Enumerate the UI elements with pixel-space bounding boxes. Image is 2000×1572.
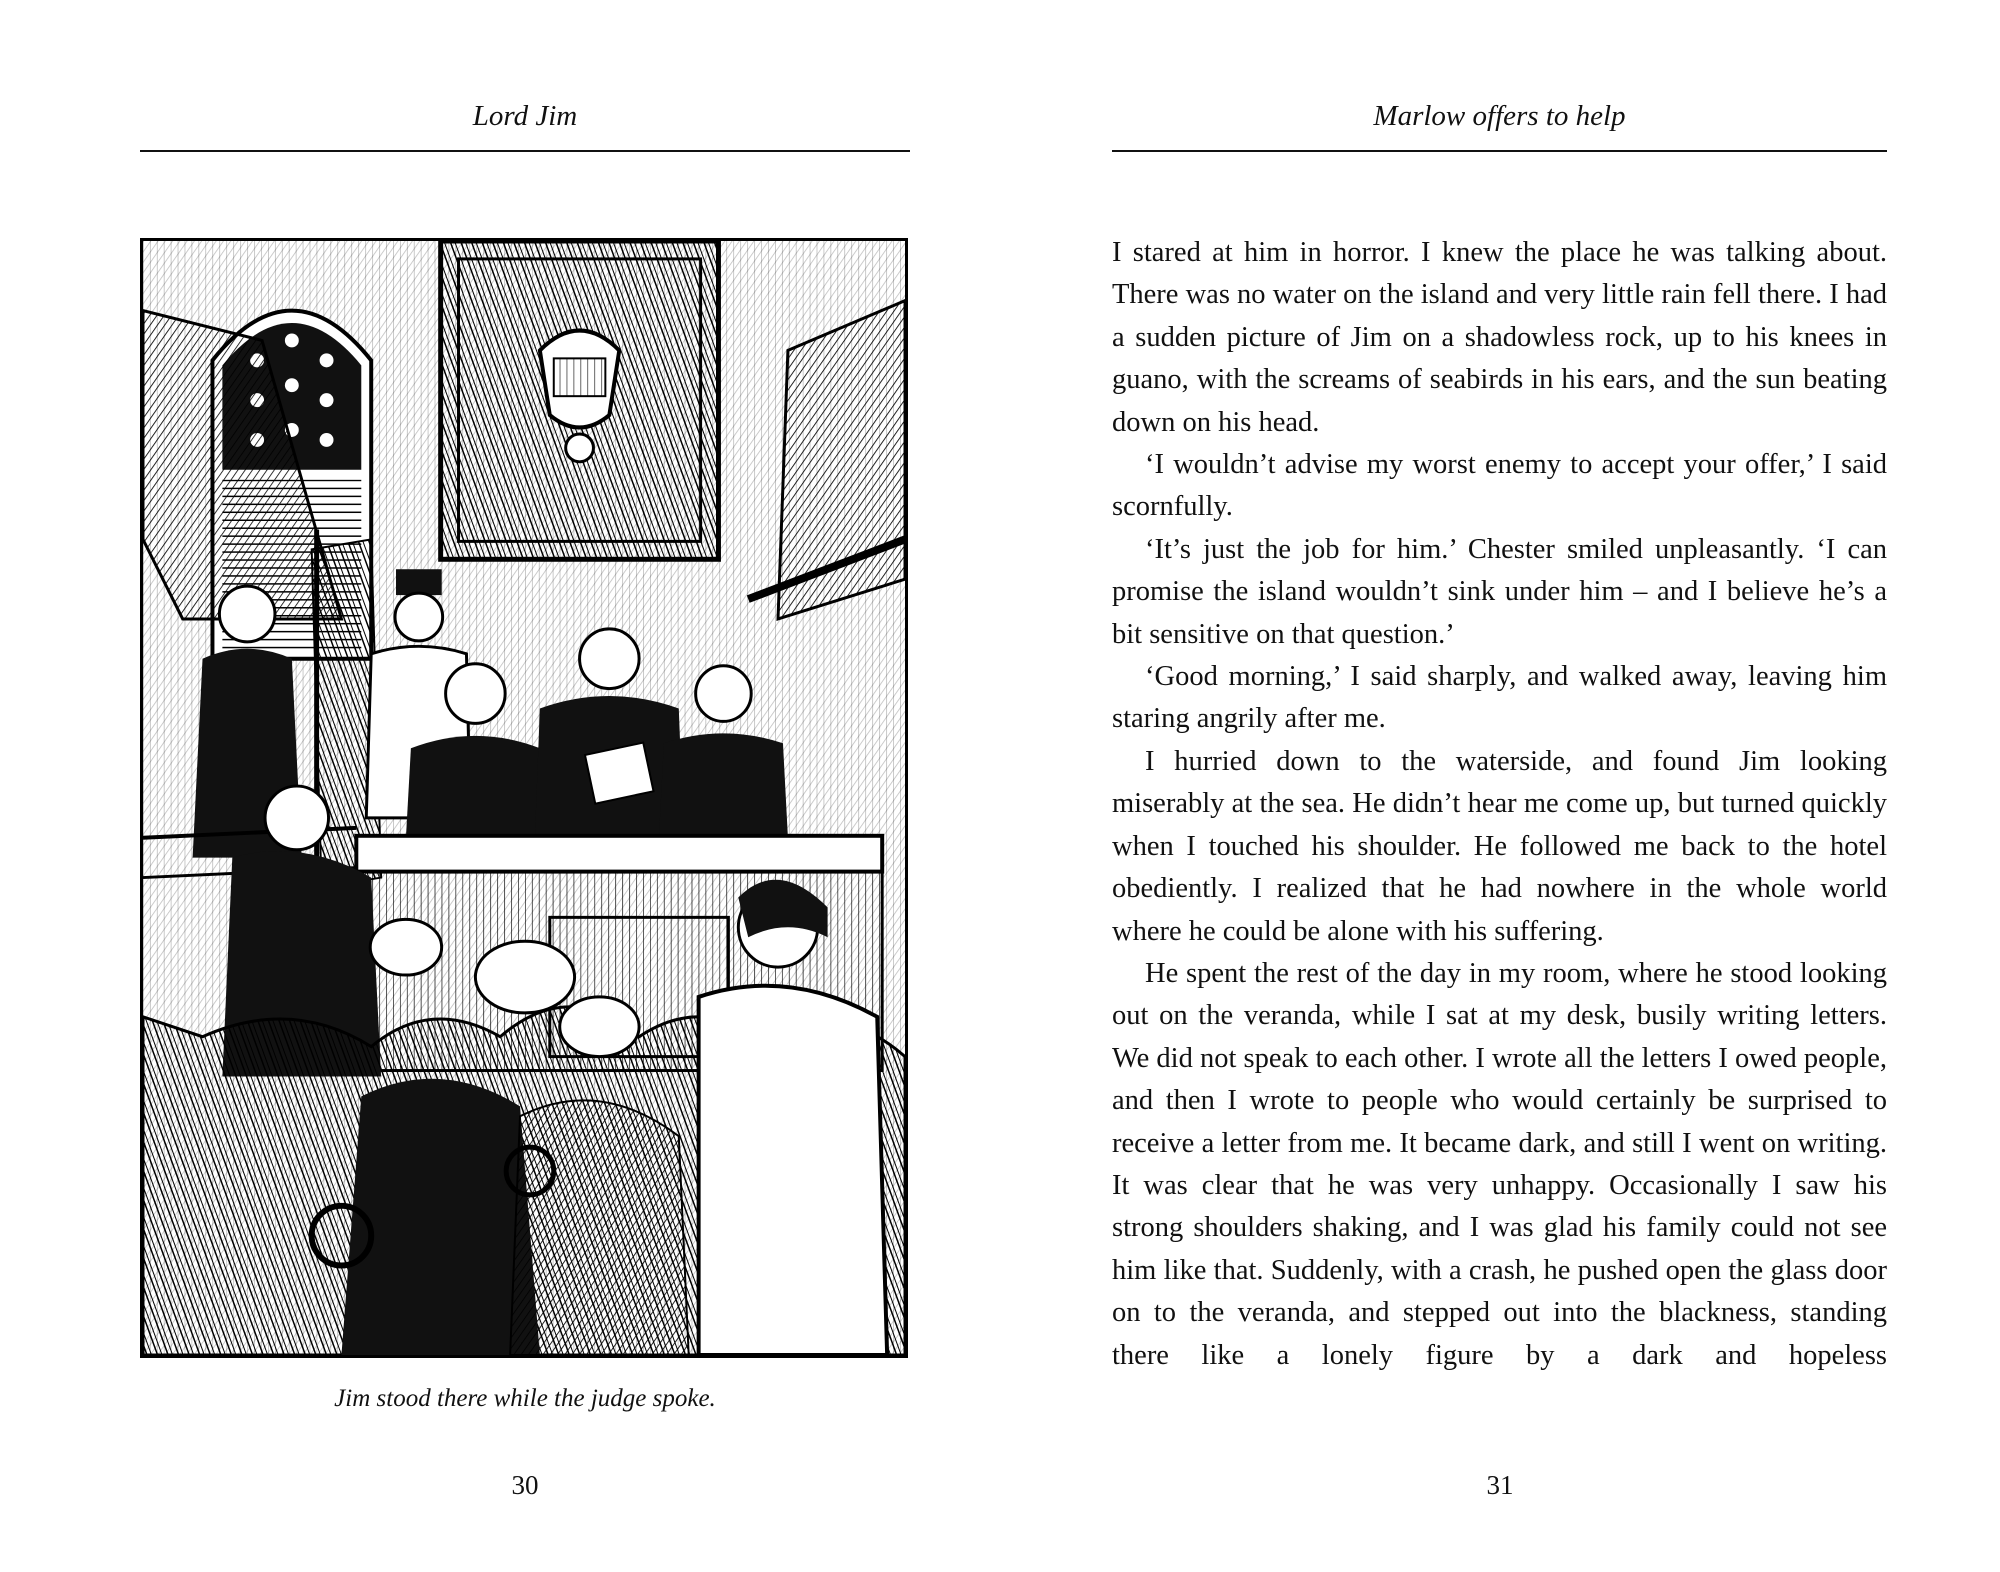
body-text [1112,232,1887,1377]
left-head-rule [140,150,910,152]
illustration-caption: Jim stood there while the judge spoke. [334,1385,716,1412]
right-page-number: 31 [1486,1470,1514,1500]
paragraph: I stared at him in horror. I knew the place he was talking about. There was no water on the island and very little rain fell there. I had a sudden picture of Jim on a shadowless rock, up to his knees in guano, with the screams of seabirds in his ears, and the sun beating down on his head. [1112,237,1887,438]
right-running-head: Marlow offers to help [1373,100,1626,132]
paragraph: He spent the rest of the day in my room, where he stood looking out on the veranda, while I sat at my desk, busily writing letters. We did not speak to each other. I wrote all the letters I owed people, and then I wrote to people who would certainly be surprised to receive a letter from me. It became dark, and still I went on writing. It was clear that he was very unhappy. Occasionally I saw his strong shoulders shaking, and I was glad his family could not see him like that. Suddenly, with a crash, he pushed open the glass door on to the veranda, and stepped out into the blackness, standing there like a lonely figure by a dark and hopeless [1112,957,1887,1371]
courtroom-illustration [140,238,908,1358]
right-page [1000,0,2000,1572]
paragraph: ‘Good morning,’ I said sharply, and walked away, leaving him staring angrily after me. [1112,661,1887,735]
paragraph: I hurried down to the waterside, and found Jim looking miserably at the sea. He didn’t hear me come up, but turned quickly when I touched his shoulder. He followed me back to the hotel obediently. I realized that he had nowhere in the whole world where he could be alone with his suffering. [1112,745,1887,947]
paragraph: ‘I wouldn’t advise my worst enemy to accept your offer,’ I said scornfully. [1112,449,1887,523]
left-page-number: 30 [511,1470,539,1500]
left-running-head: Lord Jim [472,100,578,132]
courtroom-drawing [143,241,905,1355]
paragraph: ‘It’s just the job for him.’ Chester smiled unpleasantly. ‘I can promise the island wouldn’t sink under him – and I believe he’s a bit sensitive on that question.’ [1112,533,1887,650]
right-head-rule [1112,150,1887,152]
